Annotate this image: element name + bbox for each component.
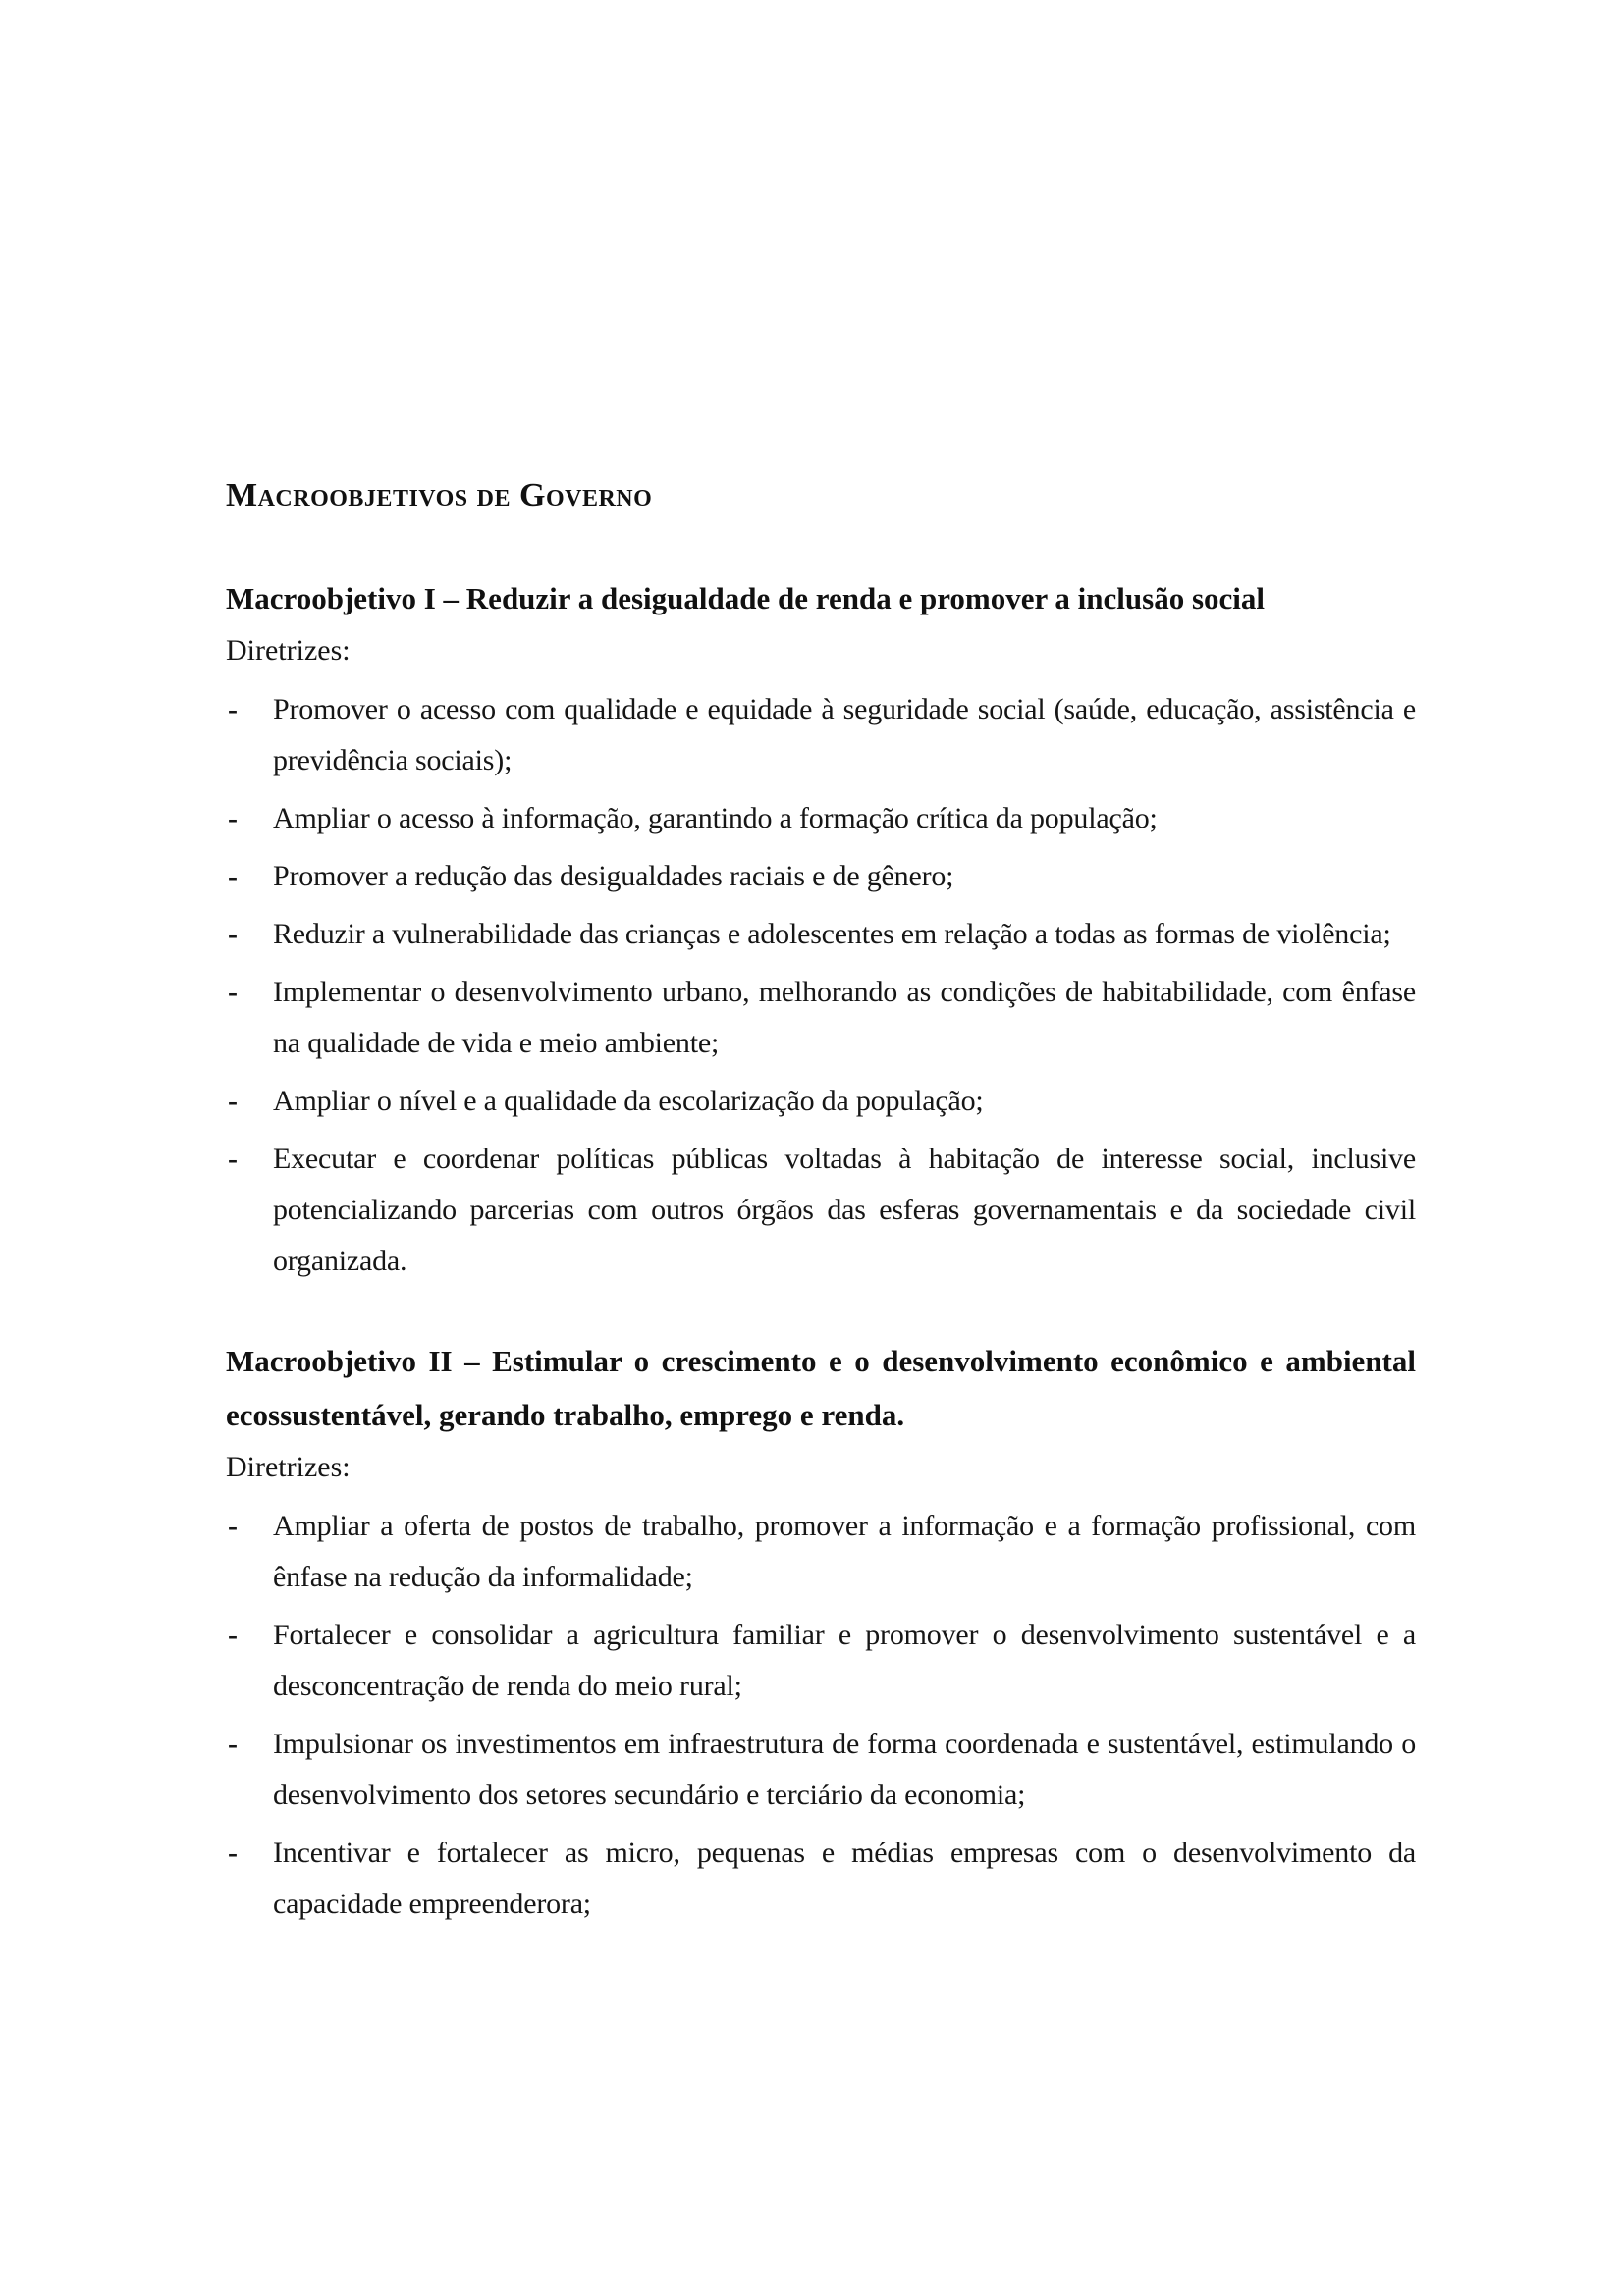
list-item [226,1828,1416,1930]
list-item [226,1501,1416,1603]
dash-bullet-icon: - [228,802,238,834]
bullet-text: Ampliar a oferta de postos de trabalho, promover a informação e a formação profissional, com ênfase na redução da informalidade; [273,1510,1416,1593]
dash-bullet-icon: - [228,693,238,725]
list-item [226,1076,1416,1127]
dash-bullet-icon: - [228,1510,238,1542]
dash-bullet-icon: - [228,1085,238,1117]
section-2-bullet-list [226,1501,1416,1930]
section-macroobjetivo-2 [226,1334,1416,1930]
bullet-text: Executar e coordenar políticas públicas voltadas à habitação de interesse social, inclusive potencializando parcerias com outros órgãos das esferas governamentais e da sociedade civil organizada. [273,1143,1416,1277]
bullet-text: Reduzir a vulnerabilidade das crianças e adolescentes em relação a todas as formas de violência; [273,918,1391,950]
section-1-guidelines-label: Diretrizes: [226,634,351,667]
bullet-text: Ampliar o nível e a qualidade da escolarização da população; [273,1085,984,1117]
dash-bullet-icon: - [228,1728,238,1760]
list-item [226,909,1416,960]
bullet-text: Promover o acesso com qualidade e equidade à seguridade social (saúde, educação, assistência e previdência sociais); [273,693,1416,776]
list-item [226,967,1416,1069]
dash-bullet-icon: - [228,976,238,1008]
document-title: Macroobjetivos de Governo [226,477,653,513]
list-item [226,1610,1416,1712]
bullet-text: Incentivar e fortalecer as micro, pequenas e médias empresas com o desenvolvimento da capacidade empreenderora; [273,1837,1416,1920]
section-2-guidelines-label: Diretrizes: [226,1451,351,1483]
list-item [226,684,1416,786]
list-item [226,851,1416,902]
list-item [226,1134,1416,1287]
bullet-text: Promover a redução das desigualdades raciais e de gênero; [273,860,954,892]
section-macroobjetivo-1 [226,571,1416,1287]
dash-bullet-icon: - [228,918,238,950]
dash-bullet-icon: - [228,1619,238,1651]
document-content [226,469,1416,1930]
section-2-heading: Macroobjetivo II – Estimular o crescimento e o desenvolvimento econômico e ambiental ecossustentável, gerando trabalho, emprego e renda. [226,1344,1416,1432]
list-item [226,793,1416,844]
bullet-text: Implementar o desenvolvimento urbano, melhorando as condições de habitabilidade, com ênfase na qualidade de vida e meio ambiente; [273,976,1416,1059]
dash-bullet-icon: - [228,1143,238,1175]
section-1-bullet-list [226,684,1416,1287]
dash-bullet-icon: - [228,860,238,892]
section-1-heading: Macroobjetivo I – Reduzir a desigualdade de renda e promover a inclusão social [226,581,1266,615]
list-item [226,1719,1416,1821]
dash-bullet-icon: - [228,1837,238,1869]
bullet-text: Ampliar o acesso à informação, garantindo a formação crítica da população; [273,802,1158,834]
bullet-text: Fortalecer e consolidar a agricultura familiar e promover o desenvolvimento sustentável e a desconcentração de renda do meio rural; [273,1619,1416,1702]
bullet-text: Impulsionar os investimentos em infraestrutura de forma coordenada e sustentável, estimulando o desenvolvimento dos setores secundário e terciário da economia; [273,1728,1416,1811]
